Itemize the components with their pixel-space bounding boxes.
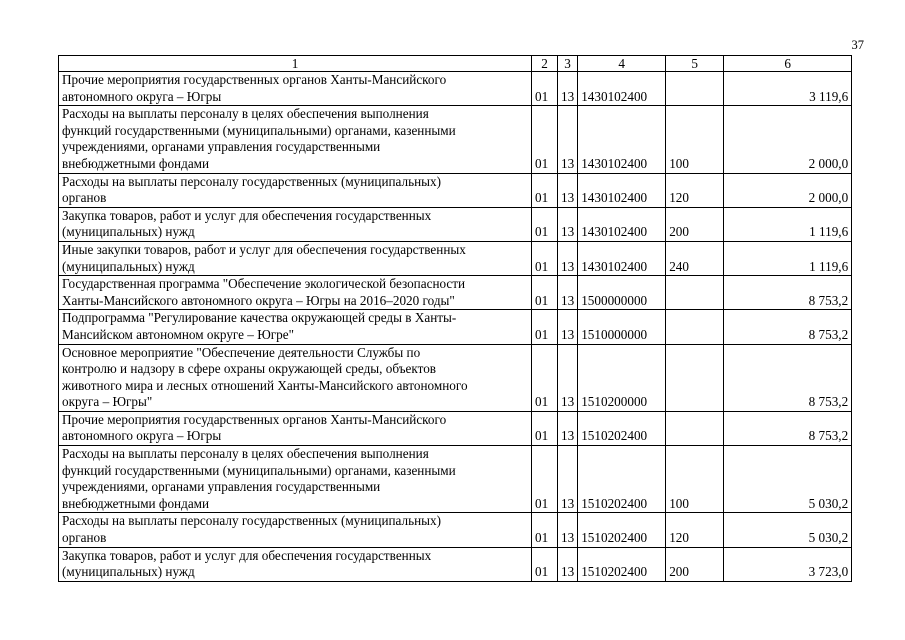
row-name-cell [59, 241, 532, 275]
target-item-code-cell: 1510202400 [578, 513, 666, 547]
row-name-line: функций государственными (муниципальными) органами, казенными [62, 462, 456, 478]
amount-cell: 1 119,6 [724, 207, 852, 241]
row-name-line: Основное мероприятие "Обеспечение деятельности Службы по [62, 344, 421, 360]
table-body [59, 72, 852, 582]
table-row [59, 106, 852, 173]
section-code-cell: 01 [532, 411, 558, 445]
table-row [59, 276, 852, 310]
row-name-line: автономного округа – Югры [62, 428, 222, 444]
table-row [59, 411, 852, 445]
row-name-line: Закупка товаров, работ и услуг для обеспечения государственных [62, 207, 432, 223]
amount-cell: 8 753,2 [724, 344, 852, 411]
row-name-line: Расходы на выплаты персоналу государственных (муниципальных) [62, 513, 442, 529]
row-name-line: Подпрограмма "Регулирование качества окружающей среды в Ханты- [62, 310, 457, 326]
row-name-line: Иные закупки товаров, работ и услуг для обеспечения государственных [62, 241, 466, 257]
amount-cell: 3 119,6 [724, 72, 852, 106]
row-name-line: Мансийском автономном округе – Югре" [62, 326, 294, 342]
table-row [59, 173, 852, 207]
amount-cell: 2 000,0 [724, 106, 852, 173]
expense-type-code-cell [666, 276, 724, 310]
subsection-code-cell: 13 [558, 344, 578, 411]
row-name-cell [59, 446, 532, 513]
amount-cell: 2 000,0 [724, 173, 852, 207]
amount-cell: 8 753,2 [724, 411, 852, 445]
row-name-line: животного мира и лесных отношений Ханты-Мансийского автономного [62, 377, 468, 393]
subsection-code-cell: 13 [558, 310, 578, 344]
section-code-cell: 01 [532, 241, 558, 275]
target-item-code-cell: 1510000000 [578, 310, 666, 344]
row-name-cell [59, 310, 532, 344]
column-header: 2 [532, 56, 558, 72]
column-header: 4 [578, 56, 666, 72]
subsection-code-cell: 13 [558, 241, 578, 275]
column-header: 1 [59, 56, 532, 72]
row-name-line: Ханты-Мансийского автономного округа – Югры на 2016–2020 годы" [62, 292, 455, 308]
expense-type-code-cell: 120 [666, 513, 724, 547]
subsection-code-cell: 13 [558, 207, 578, 241]
section-code-cell: 01 [532, 173, 558, 207]
subsection-code-cell: 13 [558, 173, 578, 207]
row-name-line: автономного округа – Югры [62, 88, 222, 104]
expense-type-code-cell [666, 72, 724, 106]
target-item-code-cell: 1510202400 [578, 547, 666, 581]
target-item-code-cell: 1510202400 [578, 446, 666, 513]
amount-cell: 5 030,2 [724, 446, 852, 513]
row-name-cell [59, 207, 532, 241]
row-name-line: Расходы на выплаты персоналу государственных (муниципальных) [62, 173, 442, 189]
row-name-line: (муниципальных) нужд [62, 224, 195, 240]
subsection-code-cell: 13 [558, 411, 578, 445]
section-code-cell: 01 [532, 513, 558, 547]
expense-type-code-cell: 240 [666, 241, 724, 275]
target-item-code-cell: 1510200000 [578, 344, 666, 411]
subsection-code-cell: 13 [558, 276, 578, 310]
section-code-cell: 01 [532, 446, 558, 513]
expense-type-code-cell: 200 [666, 207, 724, 241]
subsection-code-cell: 13 [558, 513, 578, 547]
expense-type-code-cell [666, 344, 724, 411]
amount-cell: 8 753,2 [724, 310, 852, 344]
column-header: 3 [558, 56, 578, 72]
target-item-code-cell: 1430102400 [578, 241, 666, 275]
section-code-cell: 01 [532, 276, 558, 310]
row-name-cell [59, 173, 532, 207]
section-code-cell: 01 [532, 310, 558, 344]
target-item-code-cell: 1510202400 [578, 411, 666, 445]
row-name-line: внебюджетными фондами [62, 155, 210, 171]
target-item-code-cell: 1500000000 [578, 276, 666, 310]
target-item-code-cell: 1430102400 [578, 207, 666, 241]
amount-cell: 8 753,2 [724, 276, 852, 310]
row-name-cell [59, 72, 532, 106]
row-name-line: органов [62, 190, 107, 206]
row-name-line: Государственная программа "Обеспечение экологической безопасности [62, 276, 466, 292]
row-name-line: учреждениями, органами управления государственными [62, 139, 381, 155]
section-code-cell: 01 [532, 72, 558, 106]
amount-cell: 5 030,2 [724, 513, 852, 547]
row-name-line: учреждениями, органами управления государственными [62, 479, 381, 495]
section-code-cell: 01 [532, 207, 558, 241]
row-name-line: Закупка товаров, работ и услуг для обеспечения государственных [62, 547, 432, 563]
row-name-cell [59, 411, 532, 445]
subsection-code-cell: 13 [558, 106, 578, 173]
table-row [59, 310, 852, 344]
target-item-code-cell: 1430102400 [578, 173, 666, 207]
row-name-line: Расходы на выплаты персоналу в целях обеспечения выполнения [62, 446, 429, 462]
expense-type-code-cell: 100 [666, 446, 724, 513]
page-number: 37 [851, 38, 864, 52]
row-name-line: внебюджетными фондами [62, 495, 210, 511]
budget-table [58, 55, 852, 582]
row-name-line: органов [62, 530, 107, 546]
subsection-code-cell: 13 [558, 72, 578, 106]
row-name-cell [59, 276, 532, 310]
expense-type-code-cell: 100 [666, 106, 724, 173]
column-header: 6 [724, 56, 852, 72]
subsection-code-cell: 13 [558, 547, 578, 581]
column-header: 5 [666, 56, 724, 72]
row-name-line: контролю и надзору в сфере охраны окружающей среды, объектов [62, 361, 437, 377]
section-code-cell: 01 [532, 547, 558, 581]
row-name-line: Прочие мероприятия государственных органов Ханты-Мансийского [62, 72, 447, 87]
row-name-line: Прочие мероприятия государственных органов Ханты-Мансийского [62, 411, 447, 427]
expense-type-code-cell: 120 [666, 173, 724, 207]
row-name-line: (муниципальных) нужд [62, 564, 195, 580]
row-name-line: Расходы на выплаты персоналу в целях обеспечения выполнения [62, 106, 429, 122]
table-row [59, 72, 852, 106]
target-item-code-cell: 1430102400 [578, 106, 666, 173]
subsection-code-cell: 13 [558, 446, 578, 513]
table-row [59, 446, 852, 513]
target-item-code-cell: 1430102400 [578, 72, 666, 106]
row-name-cell [59, 547, 532, 581]
section-code-cell: 01 [532, 106, 558, 173]
table-row [59, 241, 852, 275]
row-name-cell [59, 344, 532, 411]
expense-type-code-cell: 200 [666, 547, 724, 581]
table-row [59, 344, 852, 411]
table-row [59, 547, 852, 581]
amount-cell: 1 119,6 [724, 241, 852, 275]
section-code-cell: 01 [532, 344, 558, 411]
table-row [59, 207, 852, 241]
expense-type-code-cell [666, 310, 724, 344]
expense-type-code-cell [666, 411, 724, 445]
row-name-cell [59, 513, 532, 547]
row-name-line: округа – Югры" [62, 394, 153, 410]
row-name-cell [59, 106, 532, 173]
row-name-line: функций государственными (муниципальными) органами, казенными [62, 122, 456, 138]
table-row [59, 513, 852, 547]
row-name-line: (муниципальных) нужд [62, 258, 195, 274]
table-header-row [59, 56, 852, 72]
amount-cell: 3 723,0 [724, 547, 852, 581]
